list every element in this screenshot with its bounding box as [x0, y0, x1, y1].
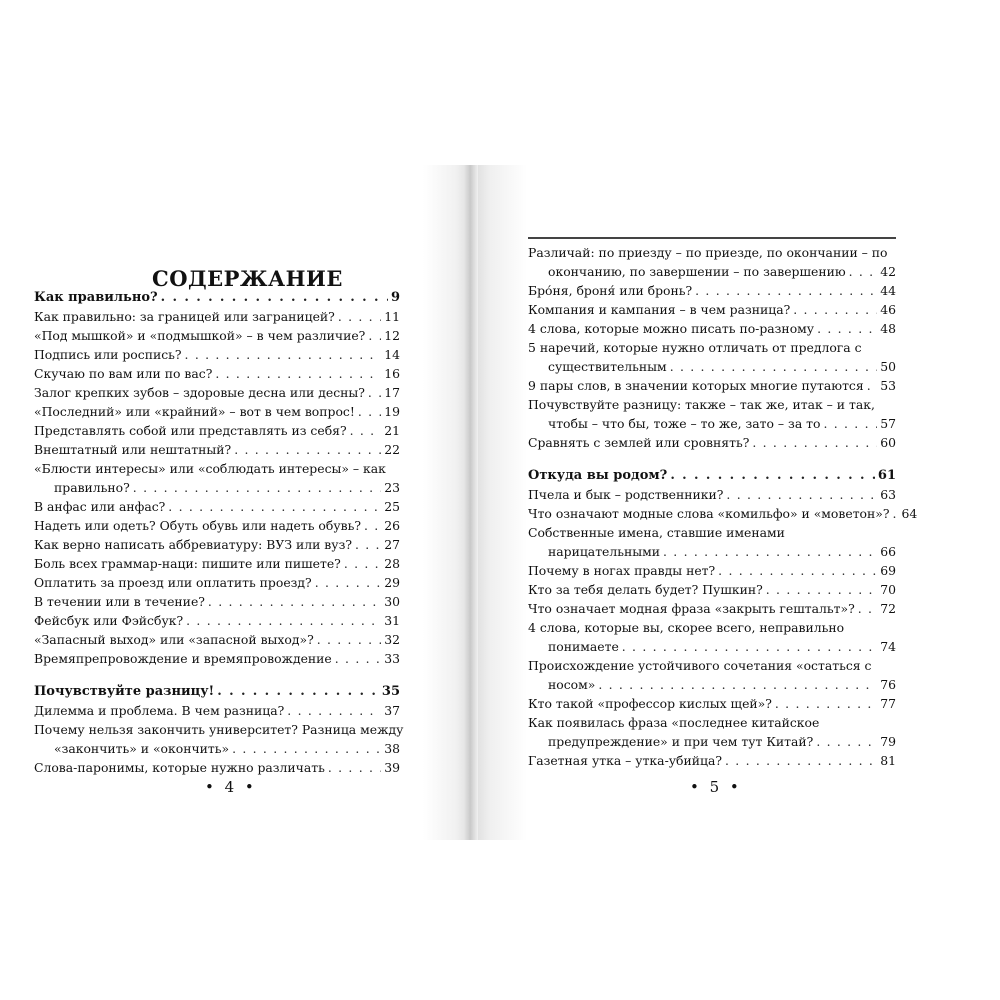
- toc-entry[interactable]: [34, 592, 400, 611]
- toc-entry[interactable]: [34, 497, 400, 516]
- toc-page-number: 19: [384, 404, 400, 419]
- dot-leader: [793, 300, 877, 319]
- toc-entry-title: Как верно написать аббревиатуру: ВУЗ или вуз?: [34, 537, 352, 552]
- dot-leader: [317, 630, 382, 649]
- toc-entry-title: Бро́ня, броня́ или бронь?: [528, 283, 693, 298]
- toc-entry[interactable]: [528, 243, 896, 281]
- toc-section-heading[interactable]: [34, 682, 400, 701]
- toc-entry-title: «Блюсти интересы» или «соблюдать интересы» – как: [34, 461, 386, 476]
- toc-entry[interactable]: [34, 440, 400, 459]
- toc-page-number: 37: [384, 703, 400, 718]
- toc-entry-title: Что означает модная фраза «закрыть гештальт»?: [528, 601, 855, 616]
- toc-page-number: 61: [877, 468, 896, 483]
- toc-page-number: 32: [384, 632, 400, 647]
- toc-page-number: 69: [880, 563, 896, 578]
- toc-entry[interactable]: [528, 281, 896, 300]
- toc-entry-title: Кто за тебя делать будет? Пушкин?: [528, 582, 763, 597]
- toc-page-number: 22: [384, 442, 400, 457]
- table-of-contents-right: [528, 237, 918, 770]
- toc-entry[interactable]: [34, 516, 400, 535]
- toc-entry[interactable]: [34, 720, 404, 758]
- toc-entry[interactable]: [34, 701, 400, 720]
- dot-leader: [817, 319, 877, 338]
- toc-entry[interactable]: [528, 561, 896, 580]
- toc-entry-title: существительным: [548, 359, 667, 374]
- toc-page-number: 28: [384, 556, 400, 571]
- dot-leader: [168, 497, 381, 516]
- toc-page-number: 44: [880, 283, 896, 298]
- toc-entry-title: Дилемма и проблема. В чем разница?: [34, 703, 285, 718]
- toc-entry-title: Слова-паронимы, которые нужно различать: [34, 760, 325, 775]
- dot-leader: [287, 701, 381, 720]
- toc-entry-title: Почувствуйте разницу: также – так же, итак – и так,: [528, 397, 875, 412]
- toc-entry-title: «Под мышкой» и «подмышкой» – в чем различие?: [34, 328, 366, 343]
- dot-leader: [368, 383, 381, 402]
- toc-entry[interactable]: [34, 402, 400, 421]
- toc-entry-title: Фейсбук или Фэйсбук?: [34, 613, 184, 628]
- table-of-contents-left: [34, 288, 404, 777]
- toc-page-number: 74: [880, 639, 896, 654]
- toc-page-number: 29: [384, 575, 400, 590]
- toc-entry[interactable]: [34, 307, 400, 326]
- toc-entry[interactable]: [528, 523, 896, 561]
- toc-entry-title: нарицательными: [548, 544, 661, 559]
- toc-entry-title: Скучаю по вам или по вас?: [34, 366, 213, 381]
- toc-entry[interactable]: [528, 599, 896, 618]
- toc-entry-title: Как правильно?: [34, 290, 158, 305]
- toc-entry[interactable]: [34, 421, 400, 440]
- dot-leader: [234, 440, 381, 459]
- toc-entry[interactable]: [34, 535, 400, 554]
- toc-page-number: 31: [384, 613, 400, 628]
- dot-leader: [858, 599, 878, 618]
- toc-entry[interactable]: [34, 611, 400, 630]
- dot-leader: [663, 542, 877, 561]
- toc-entry-title: В анфас или анфас?: [34, 499, 166, 514]
- toc-entry[interactable]: [34, 554, 400, 573]
- toc-page-number: 30: [384, 594, 400, 609]
- toc-entry-title: окончанию, по завершении – по завершению: [548, 264, 846, 279]
- dot-leader: [695, 281, 877, 300]
- toc-entry[interactable]: [528, 618, 896, 656]
- section-gap: [528, 452, 896, 466]
- toc-page-number: 64: [901, 506, 918, 521]
- toc-entry[interactable]: [528, 338, 896, 376]
- toc-entry[interactable]: [528, 751, 896, 770]
- toc-page-number: 27: [384, 537, 400, 552]
- toc-page-number: 57: [880, 416, 896, 431]
- toc-page-number: 23: [384, 480, 400, 495]
- toc-entry-title: понимаете: [548, 639, 619, 654]
- toc-entry-title: Боль всех граммар-наци: пишите или пишете?: [34, 556, 341, 571]
- toc-page-number: 14: [384, 347, 400, 362]
- toc-entry-title: Залог крепких зубов – здоровые десна или десны?: [34, 385, 365, 400]
- toc-page-number: 72: [880, 601, 896, 616]
- toc-entry-title: Почему в ногах правды нет?: [528, 563, 716, 578]
- toc-page-number: 63: [880, 487, 896, 502]
- dot-leader: [328, 758, 381, 777]
- dot-leader: [364, 516, 381, 535]
- section-gap: [34, 668, 400, 682]
- toc-entry-title: Оплатить за проезд или оплатить проезд?: [34, 575, 312, 590]
- toc-entry-title: Как появилась фраза «последнее китайское: [528, 715, 820, 730]
- toc-entry[interactable]: [528, 656, 896, 694]
- toc-entry[interactable]: [34, 573, 400, 592]
- toc-page-number: 16: [384, 366, 400, 381]
- book-gutter: [464, 165, 478, 840]
- toc-page-number: 39: [384, 760, 400, 775]
- toc-page-number: 46: [880, 302, 896, 317]
- dot-leader: [752, 433, 877, 452]
- dot-leader: [670, 357, 878, 376]
- toc-page-number: 66: [880, 544, 896, 559]
- dot-leader: [133, 478, 381, 497]
- dot-leader: [598, 675, 877, 694]
- dot-leader: [338, 307, 381, 326]
- toc-entry-title: «закончить» и «окончить»: [54, 741, 230, 756]
- dot-leader: [217, 682, 379, 701]
- toc-entry[interactable]: [528, 713, 896, 751]
- toc-entry[interactable]: [528, 376, 896, 395]
- toc-page-number: 53: [880, 378, 896, 393]
- toc-page-number: 42: [880, 264, 896, 279]
- toc-entry-title: 5 наречий, которые нужно отличать от предлога с: [528, 340, 862, 355]
- dot-leader: [232, 739, 381, 758]
- toc-entry-title: «Запасный выход» или «запасной выход»?: [34, 632, 314, 647]
- toc-entry[interactable]: [528, 485, 896, 504]
- dot-leader: [350, 421, 382, 440]
- toc-entry-title: Времяпрепровождение и времяпровождение: [34, 651, 332, 666]
- dot-leader: [718, 561, 877, 580]
- toc-page-number: 25: [384, 499, 400, 514]
- dot-leader: [849, 262, 878, 281]
- toc-entry[interactable]: [528, 433, 896, 452]
- toc-entry-title: Кто такой «профессор кислых щей»?: [528, 696, 772, 711]
- toc-entry[interactable]: [528, 395, 896, 433]
- dot-leader: [823, 414, 877, 433]
- toc-page-number: 50: [880, 359, 896, 374]
- toc-entry-title: правильно?: [54, 480, 130, 495]
- toc-entry-title: Что означают модные слова «комильфо» и «моветон»?: [528, 506, 890, 521]
- dot-leader: [867, 376, 878, 395]
- toc-page-number: 48: [880, 321, 896, 336]
- dot-leader: [344, 554, 381, 573]
- toc-page-number: 76: [880, 677, 896, 692]
- dot-leader: [893, 504, 899, 523]
- dot-leader: [725, 751, 877, 770]
- toc-entry-title: Различай: по приезду – по приезде, по окончании – по: [528, 245, 888, 260]
- toc-entry-title: В течении или в течение?: [34, 594, 205, 609]
- toc-entry-title: Откуда вы родом?: [528, 468, 668, 483]
- dot-leader: [161, 288, 388, 307]
- toc-page-number: 38: [384, 741, 400, 756]
- dot-leader: [215, 364, 381, 383]
- toc-entry-title: Почувствуйте разницу!: [34, 684, 215, 699]
- toc-entry[interactable]: [34, 758, 400, 777]
- dot-leader: [335, 649, 381, 668]
- toc-entry[interactable]: [34, 649, 400, 668]
- dot-leader: [315, 573, 382, 592]
- toc-section-heading[interactable]: [34, 288, 400, 307]
- toc-page-number: 79: [880, 734, 896, 749]
- toc-entry[interactable]: [34, 364, 400, 383]
- dot-leader: [355, 535, 381, 554]
- toc-entry[interactable]: [34, 326, 400, 345]
- page-title: СОДЕРЖАНИЕ: [152, 266, 343, 292]
- toc-entry-title: Почему нельзя закончить университет? Разница между: [34, 722, 404, 737]
- toc-entry-title: Представлять собой или представлять из себя?: [34, 423, 347, 438]
- toc-page-number: 77: [880, 696, 896, 711]
- toc-entry[interactable]: [34, 459, 400, 497]
- toc-entry-title: Подпись или роспись?: [34, 347, 182, 362]
- dot-leader: [368, 326, 381, 345]
- toc-entry[interactable]: [528, 504, 918, 523]
- toc-entry-title: 4 слова, которые вы, скорее всего, неправильно: [528, 620, 845, 635]
- dot-leader: [775, 694, 877, 713]
- dot-leader: [726, 485, 877, 504]
- dot-leader: [816, 732, 877, 751]
- toc-section-heading[interactable]: [528, 466, 896, 485]
- page-number-right: • 5 •: [690, 778, 742, 796]
- toc-entry-title: Внештатный или нештатный?: [34, 442, 232, 457]
- toc-entry-title: Пчела и бык – родственники?: [528, 487, 724, 502]
- dot-leader: [185, 345, 382, 364]
- toc-entry-title: предупреждение» и при чем тут Китай?: [548, 734, 814, 749]
- toc-page-number: 70: [880, 582, 896, 597]
- toc-page-number: 9: [390, 290, 400, 305]
- toc-page-number: 35: [381, 684, 400, 699]
- dot-leader: [208, 592, 381, 611]
- toc-entry-title: 9 пары слов, в значении которых многие путаются: [528, 378, 864, 393]
- toc-entry-title: Надеть или одеть? Обуть обувь или надеть обувь?: [34, 518, 361, 533]
- dot-leader: [186, 611, 381, 630]
- dot-leader: [358, 402, 381, 421]
- toc-page-number: 60: [880, 435, 896, 450]
- toc-entry-title: Собственные имена, ставшие именами: [528, 525, 785, 540]
- toc-entry[interactable]: [528, 694, 896, 713]
- toc-entry-title: Происхождение устойчивого сочетания «остаться с: [528, 658, 872, 673]
- toc-page-number: 11: [384, 309, 400, 324]
- toc-entry-title: 4 слова, которые можно писать по-разному: [528, 321, 815, 336]
- toc-entry[interactable]: [34, 345, 400, 364]
- toc-page-number: 33: [384, 651, 400, 666]
- toc-page-number: 12: [384, 328, 400, 343]
- toc-entry[interactable]: [528, 580, 896, 599]
- toc-page-number: 17: [384, 385, 400, 400]
- toc-page-number: 26: [384, 518, 400, 533]
- toc-page-number: 21: [384, 423, 400, 438]
- toc-entry[interactable]: [528, 319, 896, 338]
- toc-entry-title: Компания и кампания – в чем разница?: [528, 302, 791, 317]
- toc-entry[interactable]: [34, 383, 400, 402]
- toc-entry-title: Газетная утка – утка-убийца?: [528, 753, 723, 768]
- toc-entry-title: Как правильно: за границей или заграницей?: [34, 309, 335, 324]
- dot-leader: [670, 466, 875, 485]
- toc-entry[interactable]: [34, 630, 400, 649]
- page-number-left: • 4 •: [205, 778, 257, 796]
- toc-entry-title: «Последний» или «крайний» – вот в чем вопрос!: [34, 404, 355, 419]
- toc-entry-title: Сравнять с землей или сровнять?: [528, 435, 750, 450]
- dot-leader: [622, 637, 877, 656]
- toc-page-number: 81: [880, 753, 896, 768]
- toc-entry[interactable]: [528, 300, 896, 319]
- toc-entry-title: чтобы – что бы, тоже – то же, зато – за то: [548, 416, 821, 431]
- toc-entry-title: носом»: [548, 677, 596, 692]
- dot-leader: [766, 580, 877, 599]
